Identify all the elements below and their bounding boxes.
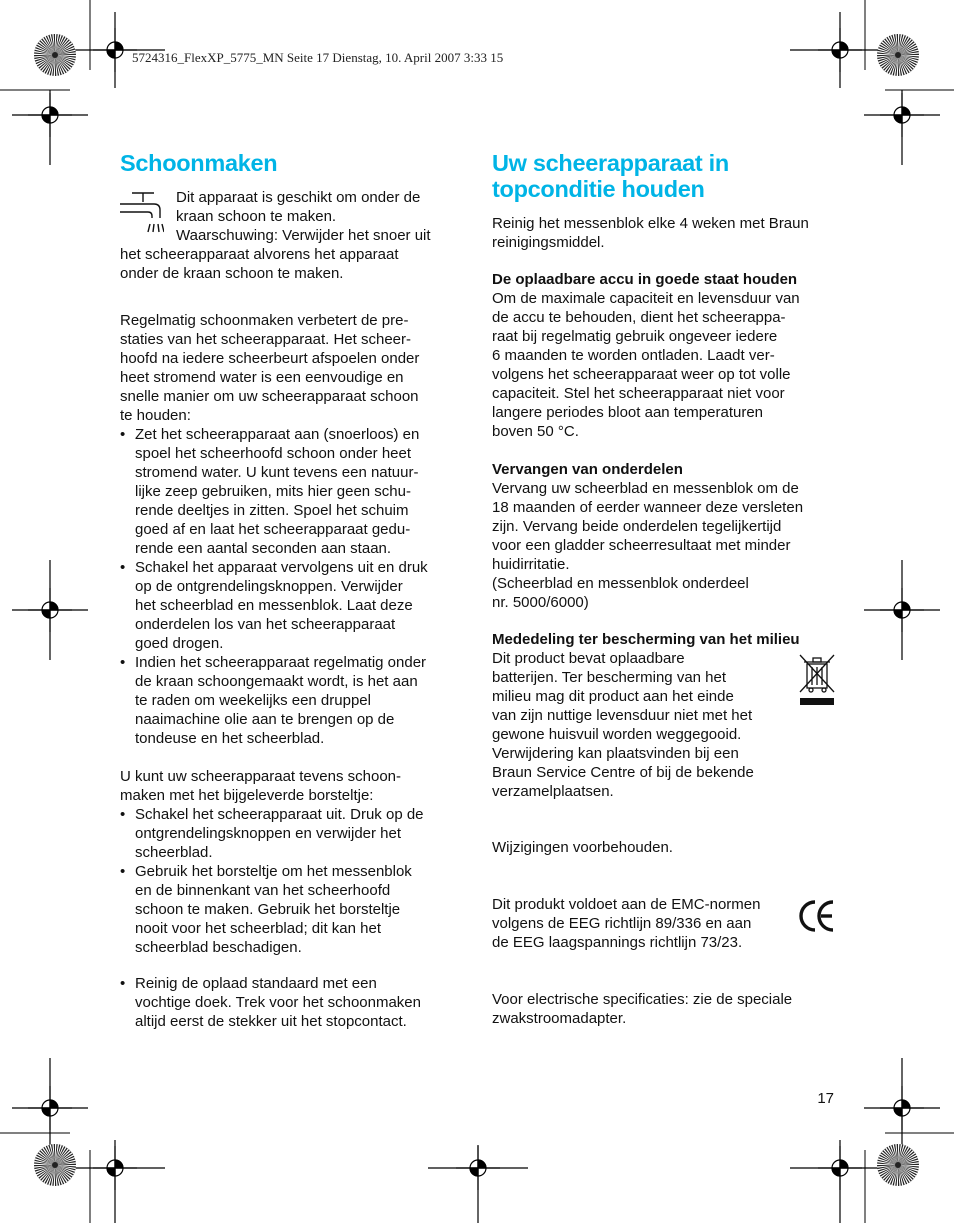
parts-heading: Vervangen van onderdelen (492, 461, 683, 478)
list-item (120, 974, 470, 1031)
text-line: te houden: (120, 407, 191, 424)
bullet-list-brush (120, 805, 470, 957)
text-line: de EEG laagspannings richtlijn 73/23. (492, 934, 743, 951)
list-item (120, 805, 470, 862)
text-line: kraan schoon te maken. (176, 208, 337, 225)
text-line: zwakstroomadapter. (492, 1010, 627, 1027)
crossed-out-bin-icon (797, 652, 837, 708)
list-item (120, 862, 470, 957)
text-line: Voor electrische specificaties: zie de speciale (492, 991, 793, 1008)
text-line: tondeuse en het scheerblad. (135, 730, 325, 747)
text-line: milieu mag dit product aan het einde (492, 688, 734, 705)
environment-text (492, 649, 842, 801)
text-line: huidirritatie. (492, 556, 570, 573)
text-line: scheerblad beschadigen. (135, 939, 302, 956)
text-line: langere periodes bloot aan temperaturen (492, 404, 764, 421)
bullet-list-charger (120, 974, 470, 1031)
battery-heading: De oplaadbare accu in goede staat houden (492, 271, 798, 288)
text-line: onderdelen los van het scheerapparaat (135, 616, 396, 633)
text-line: en de binnenkant van het scheerhoofd (135, 882, 391, 899)
text-line: maken met het bijgeleverde borsteltje: (120, 787, 374, 804)
text-line: volgens de EEG richtlijn 89/336 en aan (492, 915, 752, 932)
text-line: • Reinig de oplaad standaard met een (135, 975, 377, 992)
text-line: goed drogen. (135, 635, 224, 652)
list-item (120, 425, 470, 558)
text-line: lijke zeep gebruiken, mits hier geen schu- (135, 483, 411, 500)
battery-section (492, 270, 842, 441)
text-line: 18 maanden of eerder wanneer deze versleten (492, 499, 804, 516)
text-line: Dit apparaat is geschikt om onder de (176, 189, 421, 206)
text-line: de kraan schoongemaakt wordt, is het aan (135, 673, 418, 690)
text-line: capaciteit. Stel het scheerapparaat niet voor (492, 385, 785, 402)
text-line: • Zet het scheerapparaat aan (snoerloos) en (135, 426, 420, 443)
text-line: reinigingsmiddel. (492, 234, 605, 251)
text-line: Dit product bevat oplaadbare (492, 650, 685, 667)
text-line: de accu te behouden, dient het scheerappa- (492, 309, 786, 326)
star-target-mark (34, 34, 76, 76)
text-line: nr. 5000/6000) (492, 594, 589, 611)
text-line: scheerblad. (135, 844, 213, 861)
parts-text (492, 479, 842, 612)
text-line: schoon te maken. Gebruik het borsteltje (135, 901, 401, 918)
text-line: 6 maanden te worden ontladen. Laadt ver- (492, 347, 775, 364)
text-line: • Indien het scheerapparaat regelmatig onder (135, 654, 427, 671)
text-line: snelle manier om uw scheerapparaat schoon (120, 388, 419, 405)
text-line: nooit voor het scheerblad; dit kan het (135, 920, 381, 937)
text-line: rende deeltjes in zitten. Spoel het schuim (135, 502, 409, 519)
text-line: voor een gladder scheerresultaat met minder (492, 537, 791, 554)
text-line: Vervang uw scheerblad en messenblok om de (492, 480, 799, 497)
text-line: gewone huisvuil worden weggegooid. (492, 726, 742, 743)
spec-note (492, 990, 842, 1028)
maintenance-intro (492, 214, 842, 252)
cleaning-body (120, 311, 470, 748)
text-line: spoel het scheerhoofd schoon onder heet (135, 445, 412, 462)
text-line: onder de kraan schoon te maken. (120, 265, 344, 282)
star-target-mark (34, 1144, 76, 1186)
environment-section (492, 630, 842, 801)
intro-continued (120, 245, 470, 283)
text-line: te raden om weekelijks een druppel (135, 692, 371, 709)
text-line: verzamelplaatsen. (492, 783, 614, 800)
text-line: het scheerblad en messenblok. Laat deze (135, 597, 413, 614)
text-line: naaimachine olie aan te brengen op de (135, 711, 395, 728)
text-line: • Schakel het apparaat vervolgens uit en druk (135, 559, 428, 576)
paragraph-regular-cleaning (120, 311, 470, 425)
text-line: ontgrendelingsknoppen en verwijder het (135, 825, 402, 842)
text-line: U kunt uw scheerapparaat tevens schoon- (120, 768, 401, 785)
text-line: staties van het scheerapparaat. Het scheer- (120, 331, 411, 348)
star-target-mark (877, 1144, 919, 1186)
title-line: Uw scheerapparaat in (492, 150, 729, 176)
text-line: • Schakel het scheerapparaat uit. Druk op de (135, 806, 424, 823)
intro-beside-icon (176, 188, 466, 245)
tap-water-icon (118, 190, 164, 234)
parts-section (492, 460, 842, 612)
text-line: heet stromend water is een eenvoudige en (120, 369, 404, 386)
battery-text (492, 289, 842, 441)
ce-mark-icon (797, 897, 837, 935)
print-slug: 5724316_FlexXP_5775_MN Seite 17 Dienstag, 10. April 2007 3:33 15 (132, 50, 504, 65)
text-line: stromend water. U kunt tevens een natuur- (135, 464, 419, 481)
text-line: (Scheerblad en messenblok onderdeel (492, 575, 749, 592)
text-line: Om de maximale capaciteit en levensduur van (492, 290, 800, 307)
text-line: Reinig het messenblok elke 4 weken met Braun (492, 215, 809, 232)
text-line: hoofd na iedere scheerbeurt afspoelen onder (120, 350, 420, 367)
text-line: volgens het scheerapparaat weer op tot volle (492, 366, 791, 383)
list-item (120, 558, 470, 653)
text-line: rende een aantal seconden aan staan. (135, 540, 392, 557)
text-line: • Gebruik het borsteltje om het messenblok (135, 863, 412, 880)
text-line: Dit produkt voldoet aan de EMC-normen (492, 896, 761, 913)
text-line: raat bij regelmatig gebruik ongeveer iedere (492, 328, 778, 345)
bullet-list-rinse (120, 425, 470, 748)
title-line: topconditie houden (492, 176, 705, 202)
text-line: het scheerapparaat alvorens het apparaat (120, 246, 399, 263)
brush-body (120, 767, 470, 957)
changes-note (492, 838, 842, 857)
page-number: 17 (817, 1090, 834, 1107)
section-title-maintenance (492, 150, 729, 202)
text-line: goed af en laat het scheerapparaat gedu- (135, 521, 411, 538)
environment-heading: Mededeling ter bescherming van het milieu (492, 631, 800, 648)
charger-body (120, 974, 470, 1031)
text-line: Wijzigingen voorbehouden. (492, 839, 673, 856)
list-item (120, 653, 470, 748)
text-line: boven 50 °C. (492, 423, 579, 440)
emc-note (492, 895, 792, 952)
text-line: batterijen. Ter bescherming van het (492, 669, 727, 686)
paragraph-brush (120, 767, 470, 805)
text-line: van zijn nuttige levensduur niet met het (492, 707, 753, 724)
text-line: Regelmatig schoonmaken verbetert de pre- (120, 312, 409, 329)
text-line: Braun Service Centre of bij de bekende (492, 764, 754, 781)
section-title-cleaning: Schoonmaken (120, 150, 278, 176)
text-line: zijn. Vervang beide onderdelen tegelijkertijd (492, 518, 782, 535)
text-line: Waarschuwing: Verwijder het snoer uit (176, 227, 431, 244)
text-line: altijd eerst de stekker uit het stopcontact. (135, 1013, 407, 1030)
text-line: op de ontgrendelingsknoppen. Verwijder (135, 578, 403, 595)
text-line: vochtige doek. Trek voor het schoonmaken (135, 994, 421, 1011)
star-target-mark (877, 34, 919, 76)
text-line: Verwijdering kan plaatsvinden bij een (492, 745, 739, 762)
